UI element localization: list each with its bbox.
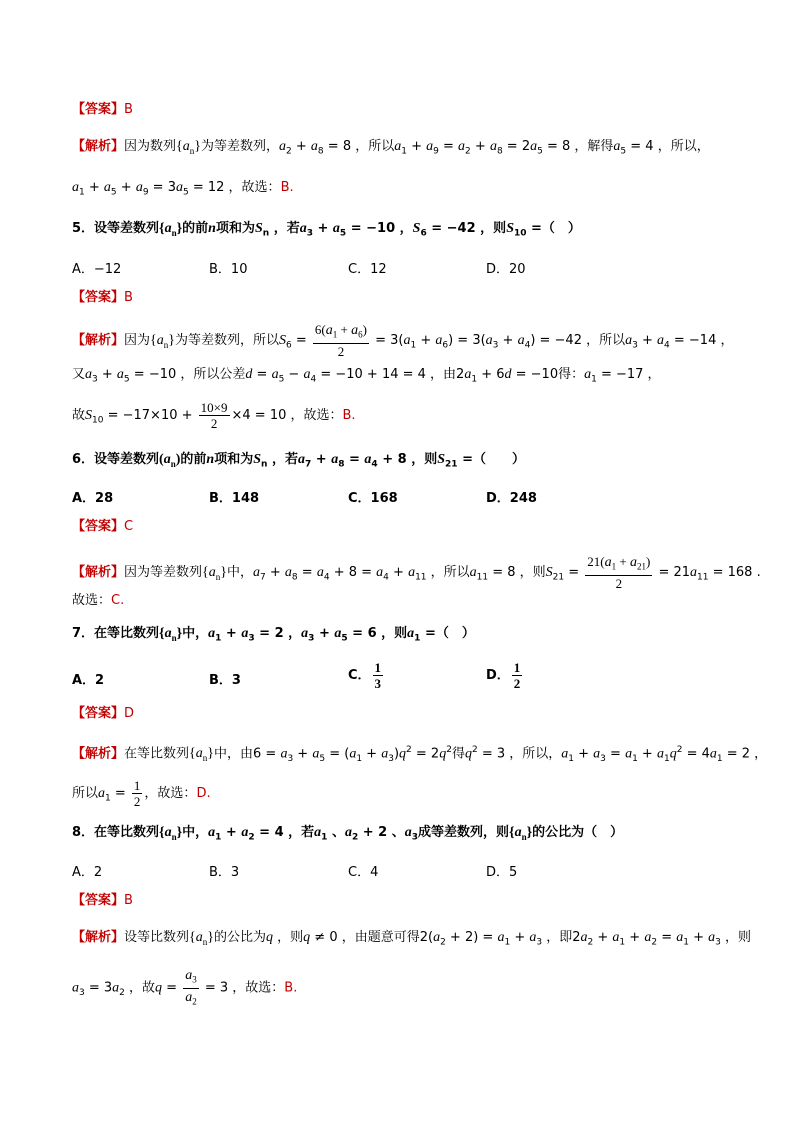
q5-analysis-line-3: 故$S_{10} = -17\times 10$ + $\frac{10\times 9}{2}$ ×4 = 10 ，故选：B.	[72, 400, 356, 431]
q8-answer	[72, 891, 133, 911]
q6-option-b: B．148	[209, 491, 260, 506]
q6-option-d: D．248	[486, 491, 537, 506]
analysis-tag: 【解析】	[72, 139, 125, 154]
q5-analysis-line-1: 【解析】因为$\{a_n\}$为等差数列，所以$S_6$ = $\frac{6(a_1 + a_6)}{2}$ = $3(a_1 + a_6) = 3(a_3 + a_4) = -42$ ，所以$a_3 + a_4 = -14$ ，	[72, 322, 734, 359]
q4-analysis-line-1: 【解析】因为数列$\{a_n\}$为等差数列，$a_2 + a_8 = 8$ ，所以$a_1 + a_9 = a_2 + a_8 = 2a_5 = 8$ ，解得$a_5 = 4$ ，所以，	[72, 139, 710, 157]
q6-analysis-line-1: 【解析】因为等差数列$\{a_n\}$中，$a_7 + a_8 = a_4 + 8 = a_4 + a_{11}$ ，所以$a_{11} = 8$ ，则$S_{21}$ = $\frac{21(a_1 + a_{21})}{2}$ = $21a_{11} = 168$ .	[72, 554, 761, 591]
q7-analysis-line-1: 【解析】在等比数列$\{a_n\}$中，由$6 = a_3 + a_5 = (a_1 + a_3)q^2 = 2q^2$得$q^2 = 3$ ，所以，$a_1 + a_3 = a_1 + a_1q^2 = 4a_1 = 2$ ，	[72, 745, 768, 764]
q6-answer	[72, 517, 133, 537]
answer-value: B	[124, 290, 133, 305]
q5-option-c: C．12	[348, 262, 387, 277]
q7-stem: 7．在等比数列$\{a_n\}$中，$a_1 + a_3 = 2$ ，$a_3 + a_5 = 6$ ，则$a_1$ =（ ）	[72, 626, 475, 644]
q8-stem: 8．在等比数列$\{a_n\}$中，$a_1 + a_2 = 4$ ，若$a_1$ 、$a_2 + 2$ 、$a_3$成等差数列，则$\{a_n\}$的公比为（ ）	[72, 825, 624, 843]
answer-tag: 【答案】	[72, 290, 125, 305]
q8-analysis-line-2: $a_3 = 3a_2$ ，故q = $\frac{a_3}{a_2}$ = 3 ，故选：B.	[72, 968, 298, 1007]
analysis-tag: 【解析】	[72, 332, 125, 348]
q6-stem: 6．设等差数列$(a_n)$的前n项和为$S_n$ ，若$a_7 + a_8 = a_4 + 8$ ，则$S_{21}$ =（ ）	[72, 452, 525, 470]
q7-option-d: D． $\frac{1}{2}$	[486, 660, 521, 691]
q8-option-a: A．2	[72, 865, 103, 880]
q8-analysis-line-1: 【解析】设等比数列$\{a_n\}$的公比为q ，则q ≠ 0 ，由题意可得$2(a_2 + 2) = a_1 + a_3$ ，即$2a_2 + a_1 + a_2 = a_1 + a_3$ ，则	[72, 930, 752, 948]
q5-option-b: B．10	[209, 262, 248, 277]
q4-analysis-line-2: $a_1 + a_5 + a_9 = 3a_5 = 12$ ，故选：B.	[72, 180, 294, 198]
q5-analysis-line-2: 又$a_3 + a_5 = -10$ ，所以公差$d = a_5 - a_4 = -10 + 14 = 4$ ，由$2a_1 + 6d = -10$得：$a_1 = -17$ ，	[72, 367, 661, 385]
q7-analysis-line-2: 所以$a_1$ = $\frac{1}{2}$ ，故选：D.	[72, 778, 211, 809]
q8-option-d: D．5	[486, 865, 518, 880]
q7-answer	[72, 704, 134, 724]
q4-answer	[72, 100, 133, 120]
q5-stem: 5．设等差数列$\{a_n\}$的前n项和为$S_n$ ，若$a_3 + a_5 = -10$ ，$S_6 = -42$ ，则$S_{10}$ =（ ）	[72, 221, 581, 239]
answer-value: B	[124, 893, 133, 908]
answer-tag: 【答案】	[72, 102, 125, 117]
q8-option-b: B．3	[209, 865, 240, 880]
q6-option-a: A．28	[72, 491, 114, 506]
q5-option-d: D．20	[486, 262, 526, 277]
q6-analysis-line-2: 故选：C.	[72, 593, 125, 608]
answer-value: D	[124, 706, 135, 721]
answer-value: C	[124, 519, 134, 534]
q7-option-c: C． $\frac{1}{3}$	[348, 660, 382, 691]
q6-option-c: C．168	[348, 491, 398, 506]
answer-tag: 【答案】	[72, 893, 125, 908]
analysis-tag: 【解析】	[72, 930, 125, 945]
q5-answer	[72, 288, 133, 308]
q7-option-b: B．3	[209, 673, 241, 688]
analysis-tag: 【解析】	[72, 564, 125, 580]
q7-option-a: A．2	[72, 673, 105, 688]
answer-tag: 【答案】	[72, 706, 125, 721]
analysis-tag: 【解析】	[72, 746, 125, 762]
q5-option-a: A．−12	[72, 262, 122, 277]
answer-value: B	[124, 102, 133, 117]
q8-option-c: C．4	[348, 865, 379, 880]
answer-tag: 【答案】	[72, 519, 125, 534]
